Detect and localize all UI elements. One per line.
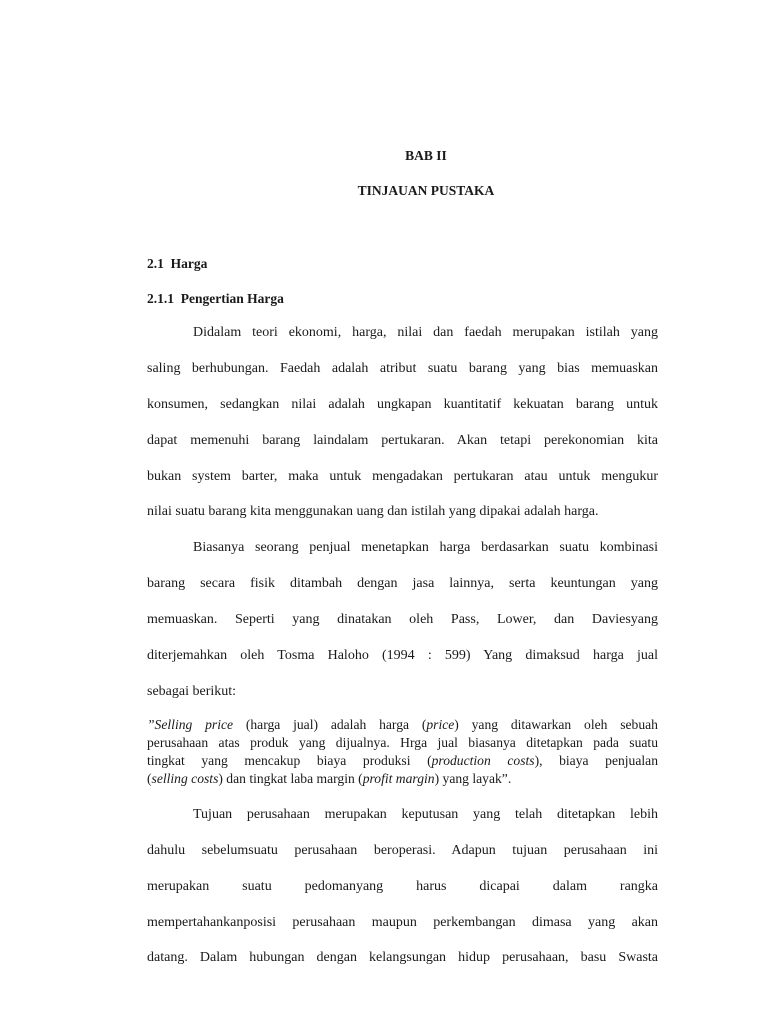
- text-line: saling berhubungan. Faedah adalah atribut suatu barang yang bias memuaskan: [147, 361, 658, 376]
- text-line: datang. Dalam hubungan dengan kelangsungan hidup perusahaan, basu Swasta: [147, 950, 658, 965]
- quote-text: ) yang layak”.: [434, 771, 512, 786]
- quote-line: [147, 770, 658, 787]
- text-line: Didalam teori ekonomi, harga, nilai dan faedah merupakan istilah yang: [193, 325, 658, 340]
- quote-text: ) dan tingkat laba margin (: [218, 771, 363, 786]
- text-line: merupakan suatu pedomanyang harus dicapai dalam rangka: [147, 879, 658, 894]
- text-line: Biasanya seorang penjual menetapkan harga berdasarkan suatu kombinasi: [193, 540, 658, 555]
- text-line: sebagai berikut:: [147, 684, 237, 699]
- quote-line: [147, 752, 658, 769]
- subsection-number: 2.1.1: [147, 291, 174, 306]
- quote-text: ) yang ditawarkan oleh sebuah: [454, 717, 658, 732]
- subsection-heading: [147, 291, 284, 307]
- text-line: barang secara fisik ditambah dengan jasa lainnya, serta keuntungan yang: [147, 576, 658, 591]
- text-line: diterjemahkan oleh Tosma Haloho (1994 : 599) Yang dimaksud harga jual: [147, 648, 658, 663]
- text-line: bukan system barter, maka untuk mengadakan pertukaran atau untuk mengukur: [147, 469, 658, 484]
- quote-line: [147, 716, 658, 733]
- quote-text: (harga jual) adalah harga (: [233, 717, 427, 732]
- quote-term: production costs: [431, 753, 535, 768]
- text-line: dahulu sebelumsuatu perusahaan beroperasi. Adapun tujuan perusahaan ini: [147, 843, 658, 858]
- quote-term: selling costs: [151, 771, 219, 786]
- quote-term: ”Selling price: [147, 717, 234, 732]
- section-title: Harga: [170, 256, 208, 271]
- chapter-label: BAB II: [405, 148, 447, 163]
- text-line: dapat memenuhi barang laindalam pertukaran. Akan tetapi perekonomian kita: [147, 433, 658, 448]
- quote-text: (: [147, 771, 152, 786]
- text-line: mempertahankanposisi perusahaan maupun perkembangan dimasa yang akan: [147, 915, 658, 930]
- quote-term: profit margin: [362, 771, 435, 786]
- section-heading: [147, 256, 207, 272]
- text-line: Tujuan perusahaan merupakan keputusan yang telah ditetapkan lebih: [193, 807, 658, 822]
- text-line: konsumen, sedangkan nilai adalah ungkapan kuantitatif kekuatan barang untuk: [147, 397, 658, 412]
- section-number: 2.1: [147, 256, 164, 271]
- text-line: nilai suatu barang kita menggunakan uang dan istilah yang dipakai adalah harga.: [147, 504, 599, 519]
- quote-line: perusahaan atas produk yang dijualnya. Hrga jual biasanya ditetapkan pada suatu: [147, 735, 658, 750]
- text-line: memuaskan. Seperti yang dinatakan oleh Pass, Lower, dan Daviesyang: [147, 612, 658, 627]
- subsection-title: Pengertian Harga: [180, 291, 284, 306]
- quote-text: ), biaya penjualan: [534, 753, 658, 768]
- chapter-title: TINJAUAN PUSTAKA: [357, 183, 495, 198]
- quote-term: price: [426, 717, 455, 732]
- quote-text: tingkat yang mencakup biaya produksi (: [147, 753, 432, 768]
